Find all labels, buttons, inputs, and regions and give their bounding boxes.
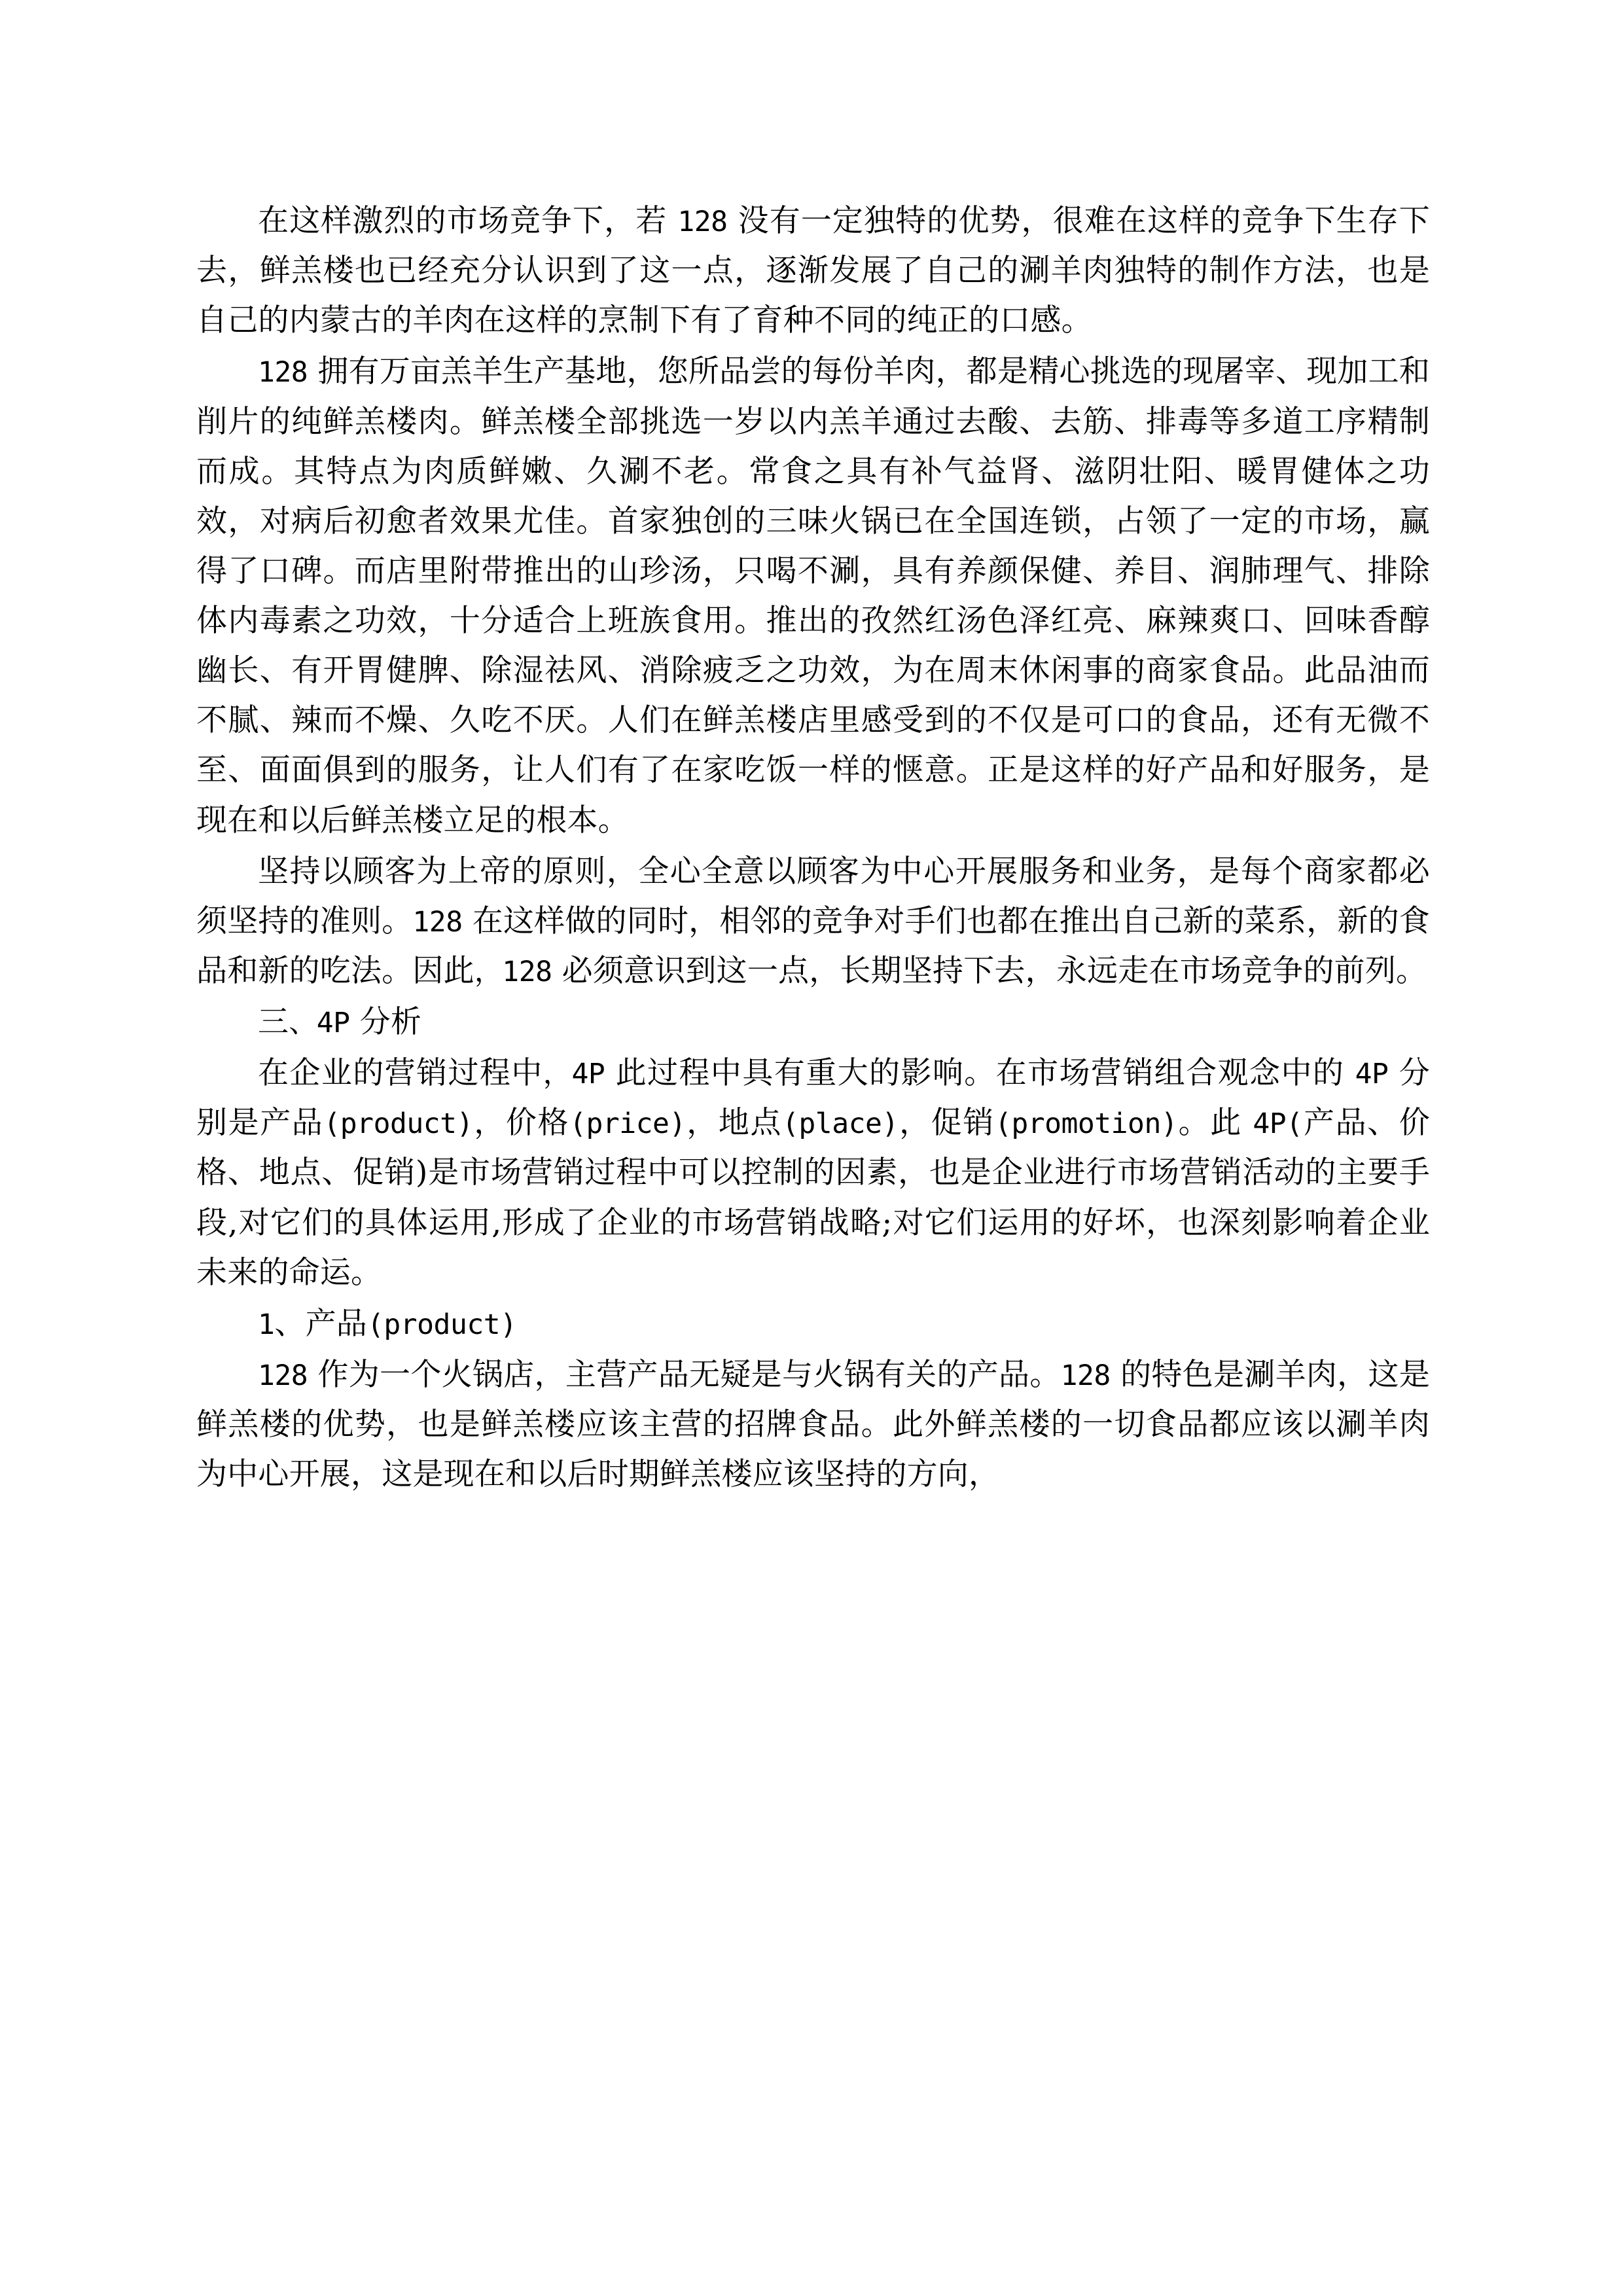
paragraph: 128 拥有万亩羔羊生产基地，您所品尝的每份羊肉，都是精心挑选的现屠宰、现加工和削片的纯鲜羔楼肉。鲜羔楼全部挑选一岁以内羔羊通过去酸、去筋、排毒等多道工序精制而成。其特点为肉质鲜嫩、久涮不老。常食之具有补气益肾、滋阴壮阳、暖胃健体之功效，对病后初愈者效果尤佳。首家独创的三味火锅已在全国连锁，占领了一定的市场，赢得了口碑。而店里附带推出的山珍汤，只喝不涮，具有养颜保健、养目、润肺理气、排除体内毒素之功效，十分适合上班族食用。推出的孜然红汤色泽红亮、麻辣爽口、回味香醇幽长、有开胃健脾、除湿祛风、消除疲乏之功效，为在周末休闲事的商家食品。此品油而不腻、辣而不燥、久吃不厌。人们在鲜羔楼店里感受到的不仅是可口的食品，还有无微不至、面面俱到的服务，让人们有了在家吃饭一样的惬意。正是这样的好产品和好服务，是现在和以后鲜羔楼立足的根本。 [196,353,1430,838]
subsection-heading: 1、产品(product) [258,1305,517,1342]
paragraph: 128 作为一个火锅店，主营产品无疑是与火锅有关的产品。128 的特色是涮羊肉，这是鲜羔楼的优势，也是鲜羔楼应该主营的招牌食品。此外鲜羔楼的一切食品都应该以涮羊肉为中心开展，这是现在和以后时期鲜羔楼应该坚持的方向， [196,1356,1430,1493]
paragraph: 在企业的营销过程中，4P 此过程中具有重大的影响。在市场营销组合观念中的 4P 分别是产品(product)，价格(price)，地点(place)，促销(promotion)。此 4P(产品、价格、地点、促销)是市场营销过程中可以控制的因素，也是企业进行市场营销活动的主要手段,对它们的具体运用,形成了企业的市场营销战略;对它们运用的好坏，也深刻影响着企业未来的命运。 [196,1055,1430,1291]
section-heading: 三、4P 分析 [258,1004,422,1040]
document-body [196,196,1430,1499]
paragraph: 坚持以顾客为上帝的原则，全心全意以顾客为中心开展服务和业务，是每个商家都必须坚持的准则。128 在这样做的同时，相邻的竞争对手们也都在推出自己新的菜系，新的食品和新的吃法。因此，128 必须意识到这一点，长期坚持下去，永远走在市场竞争的前列。 [196,853,1430,989]
paragraph: 在这样激烈的市场竞争下，若 128 没有一定独特的优势，很难在这样的竞争下生存下去，鲜羔楼也已经充分认识到了这一点，逐渐发展了自己的涮羊肉独特的制作方法，也是自己的内蒙古的羊肉在这样的烹制下有了育种不同的纯正的口感。 [196,203,1430,339]
